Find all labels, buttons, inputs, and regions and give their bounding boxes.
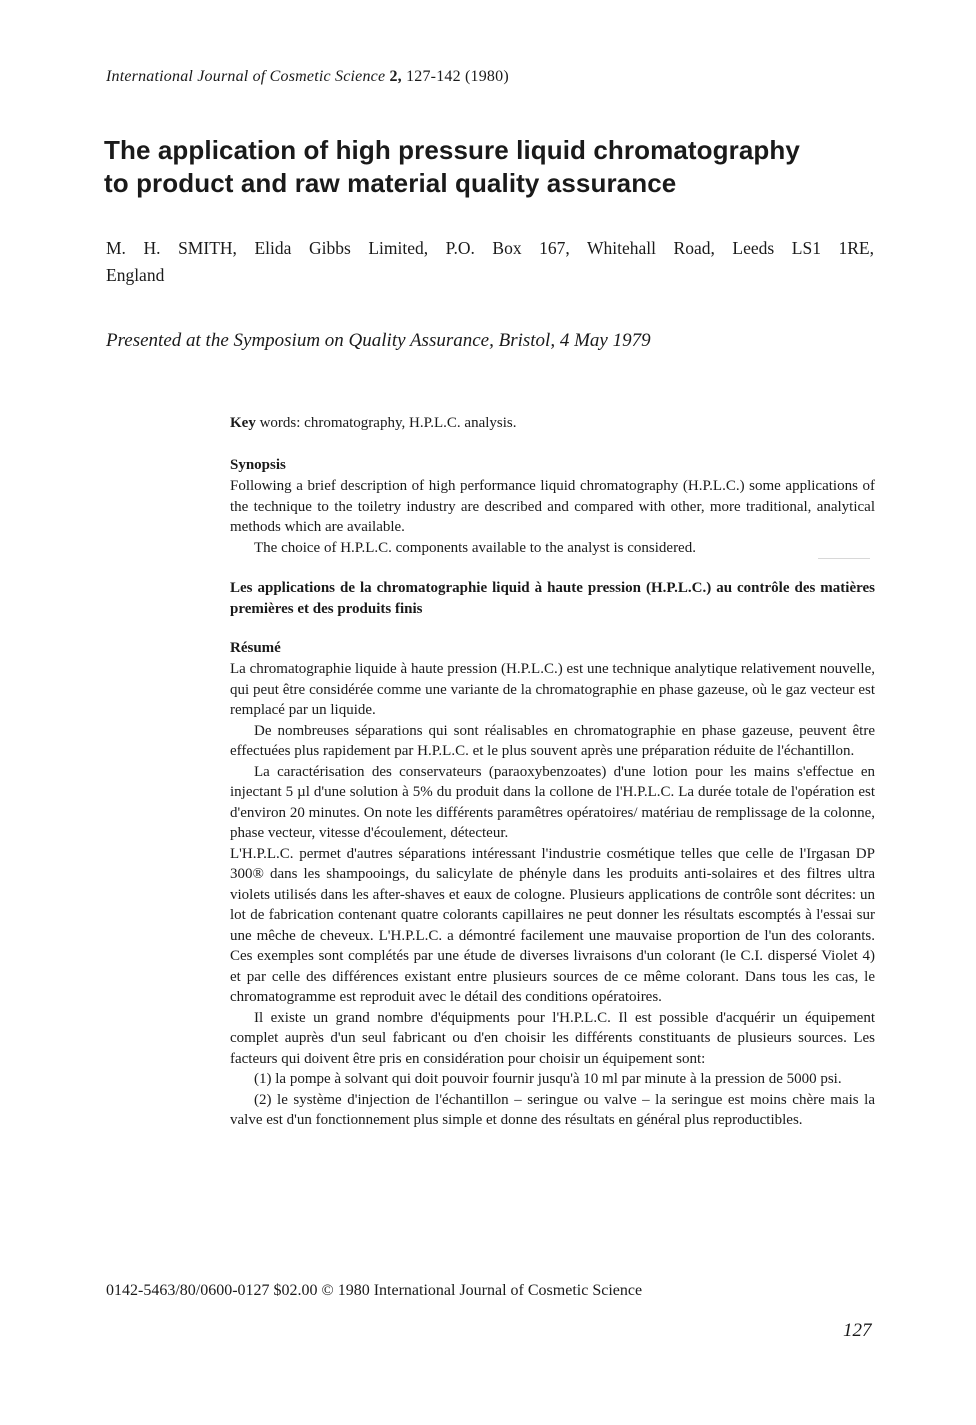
keywords-label: Key: [230, 415, 256, 431]
synopsis-heading: Synopsis: [230, 457, 286, 473]
title-line-1: The application of high pressure liquid chromatography: [104, 135, 800, 165]
resume-heading: Résumé: [230, 640, 281, 656]
resume-paragraph: De nombreuses séparations qui sont réalisables en chromatographie en phase gazeuse, peuvent être effectuées plus rapidement par H.P.L.C. et le plus souvent après une préparation réduite de l'échantillon.: [230, 722, 875, 759]
author-affiliation: [106, 235, 874, 289]
synopsis-body: [230, 476, 875, 558]
page-number: 127: [843, 1320, 872, 1341]
french-title: Les applications de la chromatographie liquid à haute pression (H.P.L.C.) au contrôle des matières premières et des produits finis: [230, 580, 875, 617]
synopsis-paragraph: The choice of H.P.L.C. components available to the analyst is considered.: [254, 539, 696, 556]
journal-reference: [106, 68, 509, 86]
journal-volume: 2,: [389, 68, 402, 85]
copyright-code: 0142-5463/80/0600-0127 $02.00 © 1980 International Journal of Cosmetic Science: [106, 1282, 643, 1299]
keywords: [230, 413, 875, 434]
presentation-note: Presented at the Symposium on Quality Assurance, Bristol, 4 May 1979: [106, 330, 651, 351]
synopsis-paragraph: Following a brief description of high performance liquid chromatography (H.P.L.C.) some applications of the technique to the toiletry industry are described and compared with other, more traditional, analytical methods which are available.: [230, 478, 875, 535]
resume-paragraph: (2) le système d'injection de l'échantillon – seringue ou valve – la seringue est moins chère mais la valve est d'un fonctionnement plus simple et donne des résultats en général plus reproductibles.: [230, 1091, 875, 1128]
divider: [818, 558, 870, 559]
resume-paragraph: L'H.P.L.C. permet d'autres séparations intéressant l'industrie cosmétique telles que celle de l'Irgasan DP 300® dans les shampooings, du salicylate de phényle dans les produits anti-solaires et des filtres ultra violets utilisés dans les after-shaves et eaux de cologne. Plusieurs applications de contrôle sont décrites: un lot de fabrication contenant quatre colorants capillaires ne peut donner les résultats escomptés à l'essai sur une mêche de cheveux. L'H.P.L.C. a démontré facilement une mauvaise proportion de l'un des colorants. Ces exemples sont complétés par une étude de diverses livraisons d'un colorant (le C.I. dispersé Violet 4) et par celle des différences existant entre plusieurs sources de ce même colorant. Dans tous les cas, le chromatogramme est reproduit avec le détail des conditions opératoires.: [230, 845, 875, 1005]
author-line-2: England: [106, 265, 165, 285]
author-line-1: M. H. SMITH, Elida Gibbs Limited, P.O. Box 167, Whitehall Road, Leeds LS1 1RE,: [106, 238, 874, 258]
resume-body: [230, 659, 875, 1131]
keywords-text: words: chromatography, H.P.L.C. analysis.: [255, 415, 517, 431]
resume-paragraph: La caractérisation des conservateurs (paraoxybenzoates) d'une lotion pour les mains s'effectue en injectant 5 µl d'une solution à 5% du produit dans la collone de l'H.P.L.C. La durée totale de l'opération est d'environ 20 minutes. On note les différents paramêtres opératoires/ matériau de remplissage de la colonne, phase vecteur, vitesse d'écoulement, détecteur.: [230, 763, 875, 841]
article-title: [104, 134, 904, 200]
resume-paragraph: La chromatographie liquide à haute pression (H.P.L.C.) est une technique analytique relativement nouvelle, qui peut être considérée comme une variante de la chromatographie en phase gazeuse, où le gaz vecteur est remplacé par un liquide.: [230, 661, 875, 718]
journal-name: International Journal of Cosmetic Science: [106, 68, 386, 85]
journal-pages: 127-142 (1980): [406, 68, 509, 85]
resume-paragraph: (1) la pompe à solvant qui doit pouvoir fournir jusqu'à 10 ml par minute à la pression de 5000 psi.: [254, 1071, 842, 1087]
resume-paragraph: Il existe un grand nombre d'équipments pour l'H.P.L.C. Il est possible d'acquérir un équipement complet auprès d'un seul fabricant ou d'en choisir les différents constituants de plusieurs sources. Les facteurs qui doivent être pris en considération pour choisir un équipement sont:: [230, 1009, 875, 1067]
title-line-2: to product and raw material quality assurance: [104, 168, 677, 198]
